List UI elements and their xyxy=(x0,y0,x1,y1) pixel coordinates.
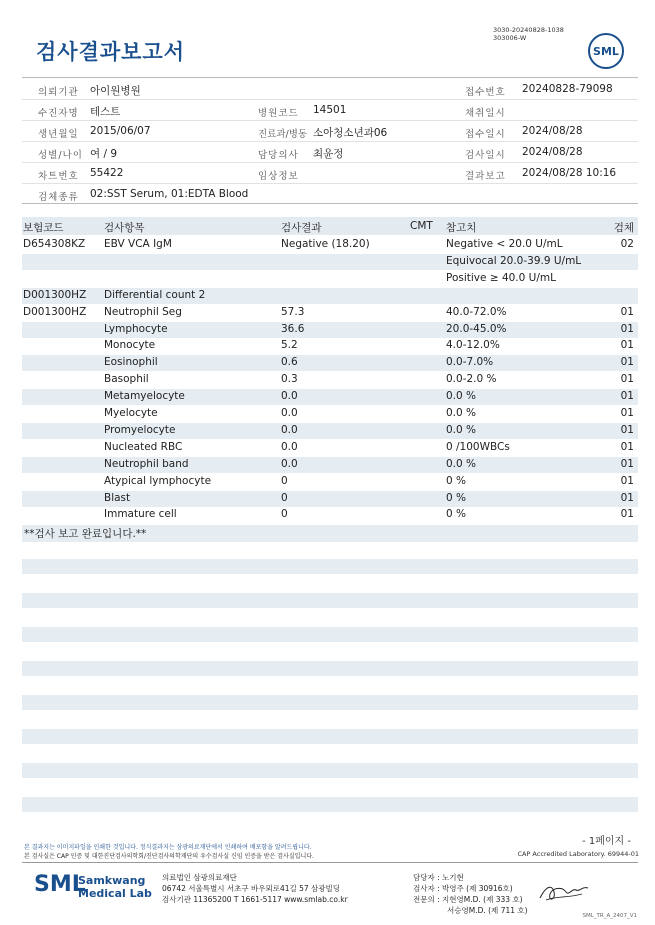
empty-row xyxy=(22,763,638,778)
doctor-label: 담당의사 xyxy=(258,150,299,161)
staff-line4: 서승영M.D. (제 711 호) xyxy=(447,906,528,915)
table-row xyxy=(22,271,638,287)
cell-result: 0.0 xyxy=(281,423,298,436)
cap-accreditation: CAP Accredited Laboratory. 69944-01 xyxy=(517,850,639,858)
institution-value: 아이원병원 xyxy=(90,85,141,97)
staff-line1: 담당자 : 노기현 xyxy=(413,873,464,882)
test-date-label: 검사일시 xyxy=(465,150,506,161)
cell-ref: 20.0-45.0% xyxy=(446,322,507,335)
chart-value: 55422 xyxy=(90,167,124,179)
cell-ref: Negative < 20.0 U/mL xyxy=(446,238,563,250)
patient-label: 수진자명 xyxy=(38,108,79,119)
cell-ref: 40.0-72.0% xyxy=(446,305,507,318)
cell-name: Atypical lymphocyte xyxy=(104,474,212,487)
hospital-code-label: 병원코드 xyxy=(258,108,299,119)
table-row xyxy=(22,355,638,371)
document-code-line2: 303006-W xyxy=(493,34,527,42)
cell-result: 0.0 xyxy=(281,407,298,419)
divider xyxy=(22,862,638,863)
report-date-label: 결과보고 xyxy=(465,171,506,182)
cell-name: Neutrophil Seg xyxy=(104,305,182,318)
cell-spec: 01 xyxy=(620,390,634,403)
cell-spec: 01 xyxy=(620,407,634,419)
cell-name: Myelocyte xyxy=(104,407,158,419)
completion-row xyxy=(22,525,638,542)
report-date-value: 2024/08/28 10:16 xyxy=(522,167,617,179)
table-row xyxy=(22,491,638,507)
hospital-code-value: 14501 xyxy=(313,104,347,116)
table-row xyxy=(22,423,638,439)
test-date-value: 2024/08/28 xyxy=(522,146,583,158)
cell-name: Metamyelocyte xyxy=(104,390,185,403)
cell-result: 0.3 xyxy=(281,373,298,386)
cell-name: Basophil xyxy=(104,373,149,386)
document-code xyxy=(493,26,564,42)
cell-name: EBV VCA IgM xyxy=(104,238,172,250)
table-row xyxy=(22,440,638,456)
cell-ref: 0.0 % xyxy=(446,407,477,419)
patient-value: 테스트 xyxy=(90,106,121,118)
empty-row xyxy=(22,559,638,574)
staff-list xyxy=(413,872,528,916)
cell-result: 0.0 xyxy=(281,457,298,470)
address-line2: 06742 서울특별시 서초구 바우뫼로41길 57 삼광빌딩 xyxy=(162,884,341,893)
table-row xyxy=(22,507,638,523)
sml-logo-icon: SML xyxy=(588,33,624,69)
cell-result: 36.6 xyxy=(281,322,305,335)
doctor-value: 최윤정 xyxy=(313,148,344,160)
cell-spec: 01 xyxy=(620,474,634,487)
specimen-value: 02:SST Serum, 01:EDTA Blood xyxy=(90,188,249,200)
company-address xyxy=(162,872,348,905)
cell-ref: 0.0-7.0% xyxy=(446,356,494,369)
divider xyxy=(22,77,638,78)
cell-result: 0 xyxy=(281,474,288,487)
divider xyxy=(22,203,638,204)
table-row xyxy=(22,406,638,422)
cell-result: 57.3 xyxy=(281,305,305,318)
birth-value: 2015/06/07 xyxy=(90,125,151,137)
received-date-label: 접수일시 xyxy=(465,129,506,140)
cell-result: 0.0 xyxy=(281,440,298,453)
empty-row xyxy=(22,797,638,812)
table-row xyxy=(22,474,638,490)
table-row xyxy=(22,372,638,388)
sml-footer-logo-icon: SML xyxy=(34,872,86,897)
cell-name: Nucleated RBC xyxy=(104,440,183,453)
col-header-spec: 검체 xyxy=(613,222,634,234)
cell-code: D001300HZ xyxy=(23,288,87,301)
table-row xyxy=(22,338,638,354)
empty-row xyxy=(22,627,638,642)
form-code: SML_TR_A_2407_V1 xyxy=(582,913,637,919)
empty-row xyxy=(22,729,638,744)
table-row xyxy=(22,288,638,304)
image-notice: 본 결과지는 이미지파일을 인쇄한 것입니다. 정식결과지는 삼광의료재단에서 인쇄하여 배포함을 알려드립니다. xyxy=(24,844,312,851)
cell-code: D001300HZ xyxy=(23,305,87,318)
cell-ref: 4.0-12.0% xyxy=(446,339,500,352)
table-row xyxy=(22,254,638,270)
info-row-4 xyxy=(22,142,638,163)
cell-name: Eosinophil xyxy=(104,356,158,369)
cell-name: Neutrophil band xyxy=(104,457,189,470)
empty-row xyxy=(22,695,638,710)
cell-spec: 01 xyxy=(620,305,634,318)
cell-spec: 01 xyxy=(620,508,634,521)
receipt-no-value: 20240828-79098 xyxy=(522,83,613,95)
results-table-header xyxy=(22,217,638,235)
institution-label: 의뢰기관 xyxy=(38,87,79,98)
cell-ref: Equivocal 20.0-39.9 U/mL xyxy=(446,254,582,267)
col-header-code: 보험코드 xyxy=(23,222,64,234)
page-title: 검사결과보고서 xyxy=(36,40,186,64)
cell-ref: 0 /100WBCs xyxy=(446,440,510,453)
cell-result: 0.0 xyxy=(281,390,298,403)
cell-ref: 0.0 % xyxy=(446,390,477,403)
company-name xyxy=(78,874,152,900)
cell-ref: Positive ≥ 40.0 U/mL xyxy=(446,271,556,284)
col-header-cmt: CMT xyxy=(410,220,433,232)
cell-spec: 02 xyxy=(620,238,634,250)
table-row xyxy=(22,305,638,321)
cell-result: 0 xyxy=(281,491,288,504)
col-header-name: 검사항목 xyxy=(104,222,145,234)
cell-spec: 01 xyxy=(620,356,634,369)
received-date-value: 2024/08/28 xyxy=(522,125,583,137)
cell-name: Monocyte xyxy=(104,339,156,352)
cell-result: Negative (18.20) xyxy=(281,238,370,250)
empty-row xyxy=(22,593,638,608)
receipt-no-label: 접수번호 xyxy=(465,87,506,98)
info-row-5 xyxy=(22,163,638,184)
info-row-1 xyxy=(22,79,638,100)
address-line3: 검사기관 11365200 T 1661-5117 www.smlab.co.kr xyxy=(162,895,348,904)
col-header-result: 검사결과 xyxy=(281,222,322,234)
cell-spec: 01 xyxy=(620,457,634,470)
cell-name: Lymphocyte xyxy=(104,322,168,335)
dept-label: 진료과/병동 xyxy=(258,129,308,140)
cell-result: 0.6 xyxy=(281,356,298,369)
table-row xyxy=(22,322,638,338)
cell-result: 0 xyxy=(281,508,288,521)
sex-age-label: 성별/나이 xyxy=(38,150,83,161)
collection-date-label: 채취일시 xyxy=(465,108,506,119)
document-code-line1: 3030-20240828-1038 xyxy=(493,26,564,34)
cell-ref: 0.0 % xyxy=(446,457,477,470)
sex-age-value: 여 / 9 xyxy=(90,148,118,160)
table-row xyxy=(22,237,638,253)
dept-value: 소아청소년과06 xyxy=(313,127,388,139)
cell-spec: 01 xyxy=(620,373,634,386)
cell-spec: 01 xyxy=(620,322,634,335)
birth-label: 생년월일 xyxy=(38,129,79,140)
address-line1: 의료법인 삼광의료재단 xyxy=(162,873,237,882)
cell-spec: 01 xyxy=(620,339,634,352)
cell-code: D654308KZ xyxy=(23,238,86,250)
cell-name: Differential count 2 xyxy=(104,288,206,301)
cell-ref: 0.0 % xyxy=(446,423,477,436)
table-row xyxy=(22,389,638,405)
cell-ref: 0.0-2.0 % xyxy=(446,373,497,386)
cell-ref: 0 % xyxy=(446,474,466,487)
page-number: - 1페이지 - xyxy=(582,836,631,847)
cap-notice: 본 검사실은 CAP 인증 및 대한진단검사의학회/진단검사의학재단의 우수검사실 신임 인증을 받은 검사실입니다. xyxy=(24,853,314,860)
specimen-label: 검체종류 xyxy=(38,192,79,203)
empty-row xyxy=(22,661,638,676)
signature-icon xyxy=(538,880,590,906)
info-row-3 xyxy=(22,121,638,142)
company-name-line2: Medical Lab xyxy=(78,887,152,900)
cell-spec: 01 xyxy=(620,423,634,436)
company-name-line1: Samkwang xyxy=(78,874,146,887)
cell-ref: 0 % xyxy=(446,508,466,521)
cell-name: Immature cell xyxy=(104,508,177,521)
cell-ref: 0 % xyxy=(446,491,466,504)
table-row xyxy=(22,457,638,473)
cell-name: Promyelocyte xyxy=(104,423,176,436)
staff-line2: 검사자 : 박영주 (제 30916호) xyxy=(413,884,513,893)
clinical-label: 임상정보 xyxy=(258,171,299,182)
cell-spec: 01 xyxy=(620,440,634,453)
cell-name: Blast xyxy=(104,491,131,504)
col-header-ref: 참고치 xyxy=(446,222,477,234)
info-row-2 xyxy=(22,100,638,121)
cell-result: 5.2 xyxy=(281,339,298,352)
completion-note: **검사 보고 완료입니다.** xyxy=(24,528,147,540)
chart-label: 차트번호 xyxy=(38,171,79,182)
info-row-6 xyxy=(22,184,638,205)
staff-line3: 전문의 : 지현영M.D. (제 333 호) xyxy=(413,895,523,904)
cell-spec: 01 xyxy=(620,491,634,504)
